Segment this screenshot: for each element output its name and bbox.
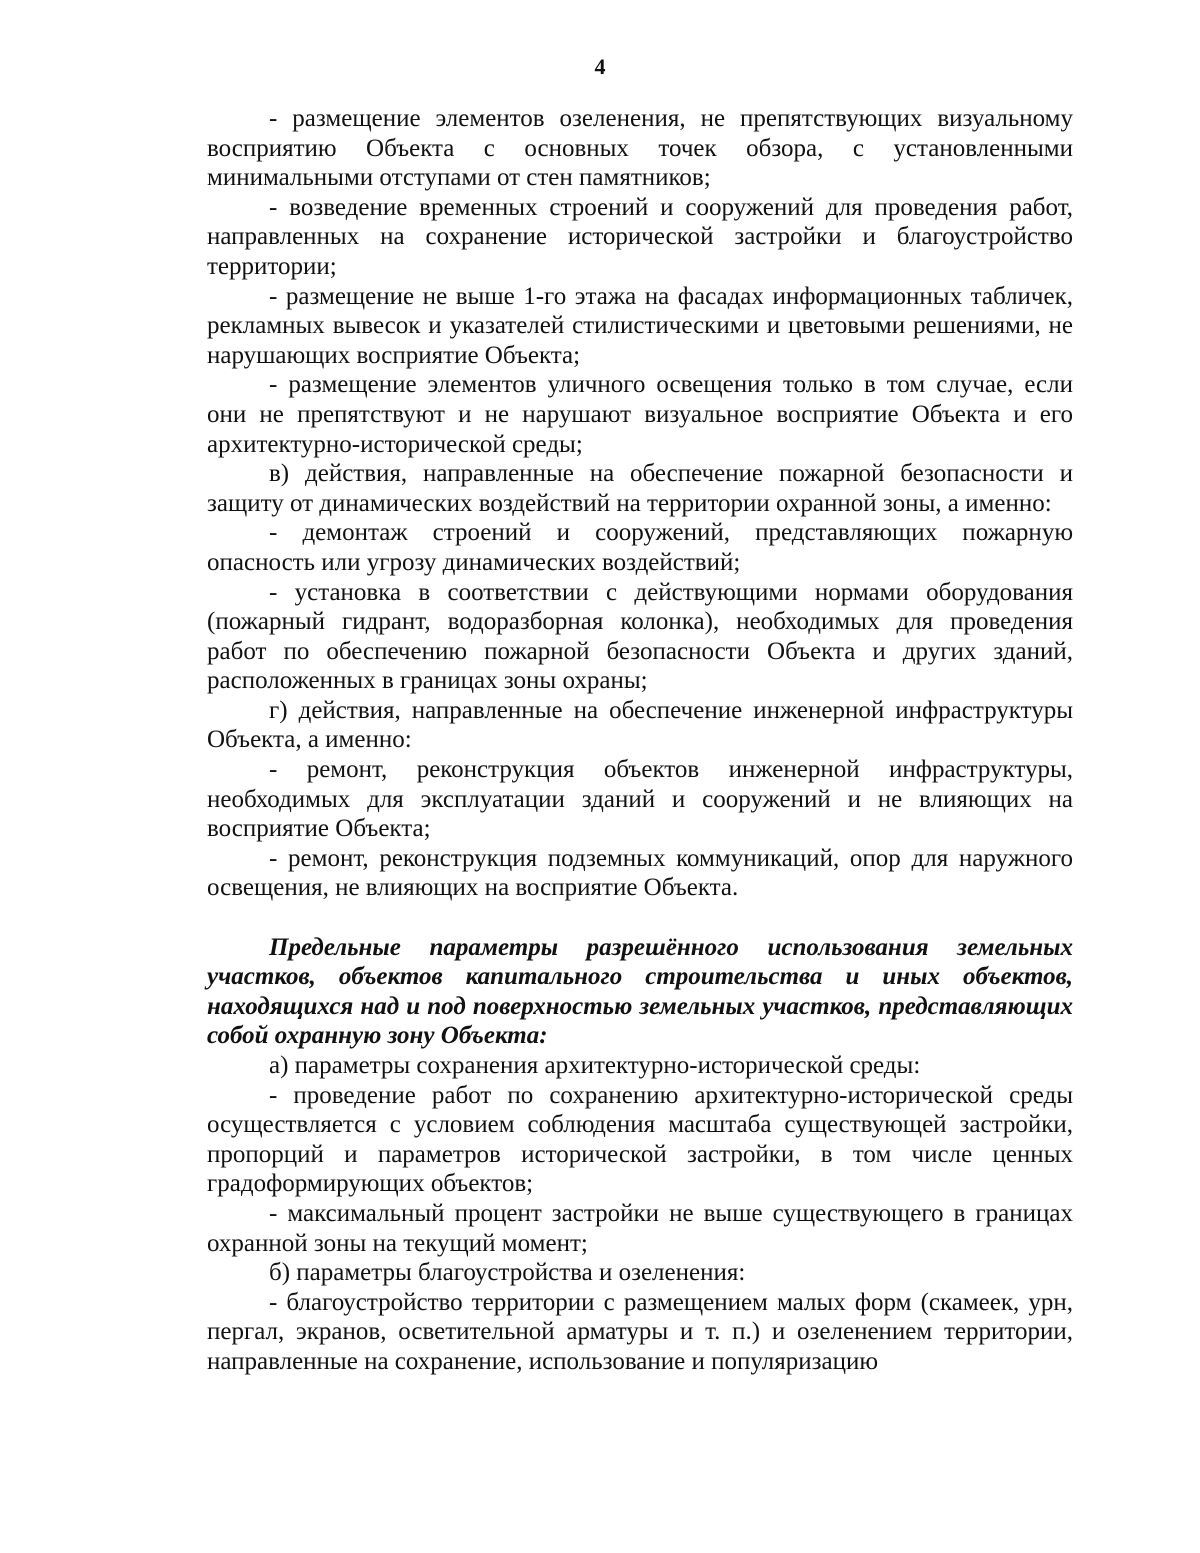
paragraph-engineering: г) действия, направленные на обеспечение инженерной инфраструктуры Объекта, а именно: bbox=[207, 696, 1073, 754]
paragraph-preservation-works: - проведение работ по сохранению архитектурно-исторической среды осуществляется с условием соблюдения масштаба существующей застройки, пропорций и параметров исторической застройки, в том числе ценных градоформирующих объектов; bbox=[207, 1081, 1073, 1198]
paragraph-temporary-structures: - возведение временных строений и сооружений для проведения работ, направленных на сохранение исторической застройки и благоустройство территории; bbox=[207, 193, 1073, 280]
document-body bbox=[207, 104, 1073, 1377]
paragraph-street-lighting: - размещение элементов уличного освещения только в том случае, если они не препятствуют и не нарушают визуальное восприятие Объекта и его архитектурно-исторической среды; bbox=[207, 371, 1073, 458]
page-number: 4 bbox=[594, 54, 606, 79]
paragraph-landscaping: - благоустройство территории с размещением малых форм (скамеек, урн, пергал, экранов, осветительной арматуры и т. п.) и озеленением территории, направленные на сохранение, использование и популяризацию bbox=[207, 1288, 1073, 1375]
paragraph-equipment: - установка в соответствии с действующими нормами оборудования (пожарный гидрант, водоразборная колонка), необходимых для проведения работ по обеспечению пожарной безопасности Объекта и других зданий, расположенных в границах зоны охраны; bbox=[207, 578, 1073, 695]
paragraph-landscaping-params: б) параметры благоустройства и озеленения: bbox=[269, 1259, 746, 1287]
paragraph-demolition: - демонтаж строений и сооружений, представляющих пожарную опасность или угрозу динамических воздействий; bbox=[207, 519, 1073, 576]
paragraph-preservation-params: а) параметры сохранения архитектурно-исторической среды: bbox=[269, 1052, 921, 1079]
paragraph-underground-repair: - ремонт, реконструкция подземных коммуникаций, опор для наружного освещения, не влияющих на восприятие Объекта. bbox=[207, 844, 1073, 902]
paragraph-fire-safety: в) действия, направленные на обеспечение пожарной безопасности и защиту от динамических воздействий на территории охранной зоны, а именно: bbox=[207, 460, 1073, 517]
paragraph-engineering-repair: - ремонт, реконструкция объектов инженерной инфраструктуры, необходимых для эксплуатации зданий и сооружений и не влияющих на восприятие Объекта; bbox=[207, 756, 1073, 843]
paragraph-signage: - размещение не выше 1-го этажа на фасадах информационных табличек, рекламных вывесок и указателей стилистическими и цветовыми решениями, не нарушающих восприятие Объекта; bbox=[207, 282, 1073, 369]
section-heading: Предельные параметры разрешённого использования земельных участков, объектов капитального строительства и иных объектов, находящихся над и под поверхностью земельных участков, представляющих собой охранную зону Объекта: bbox=[207, 933, 1073, 1050]
paragraph-max-percent: - максимальный процент застройки не выше существующего в границах охранной зоны на текущий момент; bbox=[207, 1199, 1073, 1257]
paragraph-greenery: - размещение элементов озеленения, не препятствующих визуальному восприятию Объекта с основных точек обзора, с установленными минимальными отступами от стен памятников; bbox=[207, 105, 1073, 192]
